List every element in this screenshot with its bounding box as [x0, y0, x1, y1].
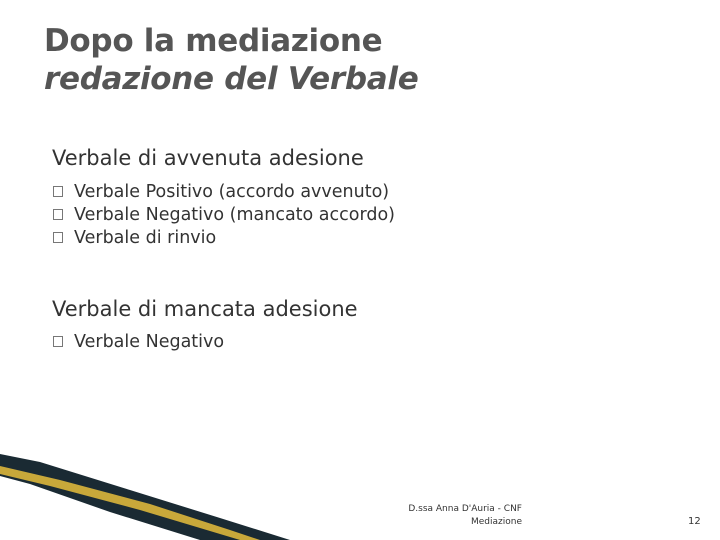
decorative-swoosh — [0, 440, 720, 540]
bullet-list-avvenuta-adesione — [52, 181, 395, 250]
page-number: 12 — [688, 516, 701, 527]
checkbox-bullet-icon — [53, 209, 63, 220]
list-item-text: Verbale Negativo — [74, 332, 225, 352]
list-item — [52, 331, 224, 354]
footer-author — [380, 503, 522, 529]
footer-author-line-2: Mediazione — [470, 517, 522, 527]
list-item-text: Verbale Negativo (mancato accordo) — [74, 205, 396, 225]
section-heading-mancata-adesione: Verbale di mancata adesione — [52, 297, 358, 321]
bullet-list-mancata-adesione — [52, 331, 224, 354]
title-line-2: redazione del Verbale — [44, 61, 419, 97]
checkbox-bullet-icon — [53, 336, 63, 347]
list-item-text: Verbale Positivo (accordo avvenuto) — [74, 182, 390, 202]
footer-author-line-1: D.ssa Anna D'Auria - CNF — [408, 504, 522, 514]
checkbox-bullet-icon — [53, 232, 63, 243]
section-heading-avvenuta-adesione: Verbale di avvenuta adesione — [52, 146, 364, 170]
slide-title — [44, 22, 418, 98]
list-item — [52, 181, 395, 204]
title-line-1: Dopo la mediazione — [44, 23, 383, 59]
list-item — [52, 204, 395, 227]
list-item-text: Verbale di rinvio — [74, 228, 217, 248]
checkbox-bullet-icon — [53, 186, 63, 197]
list-item — [52, 227, 395, 250]
